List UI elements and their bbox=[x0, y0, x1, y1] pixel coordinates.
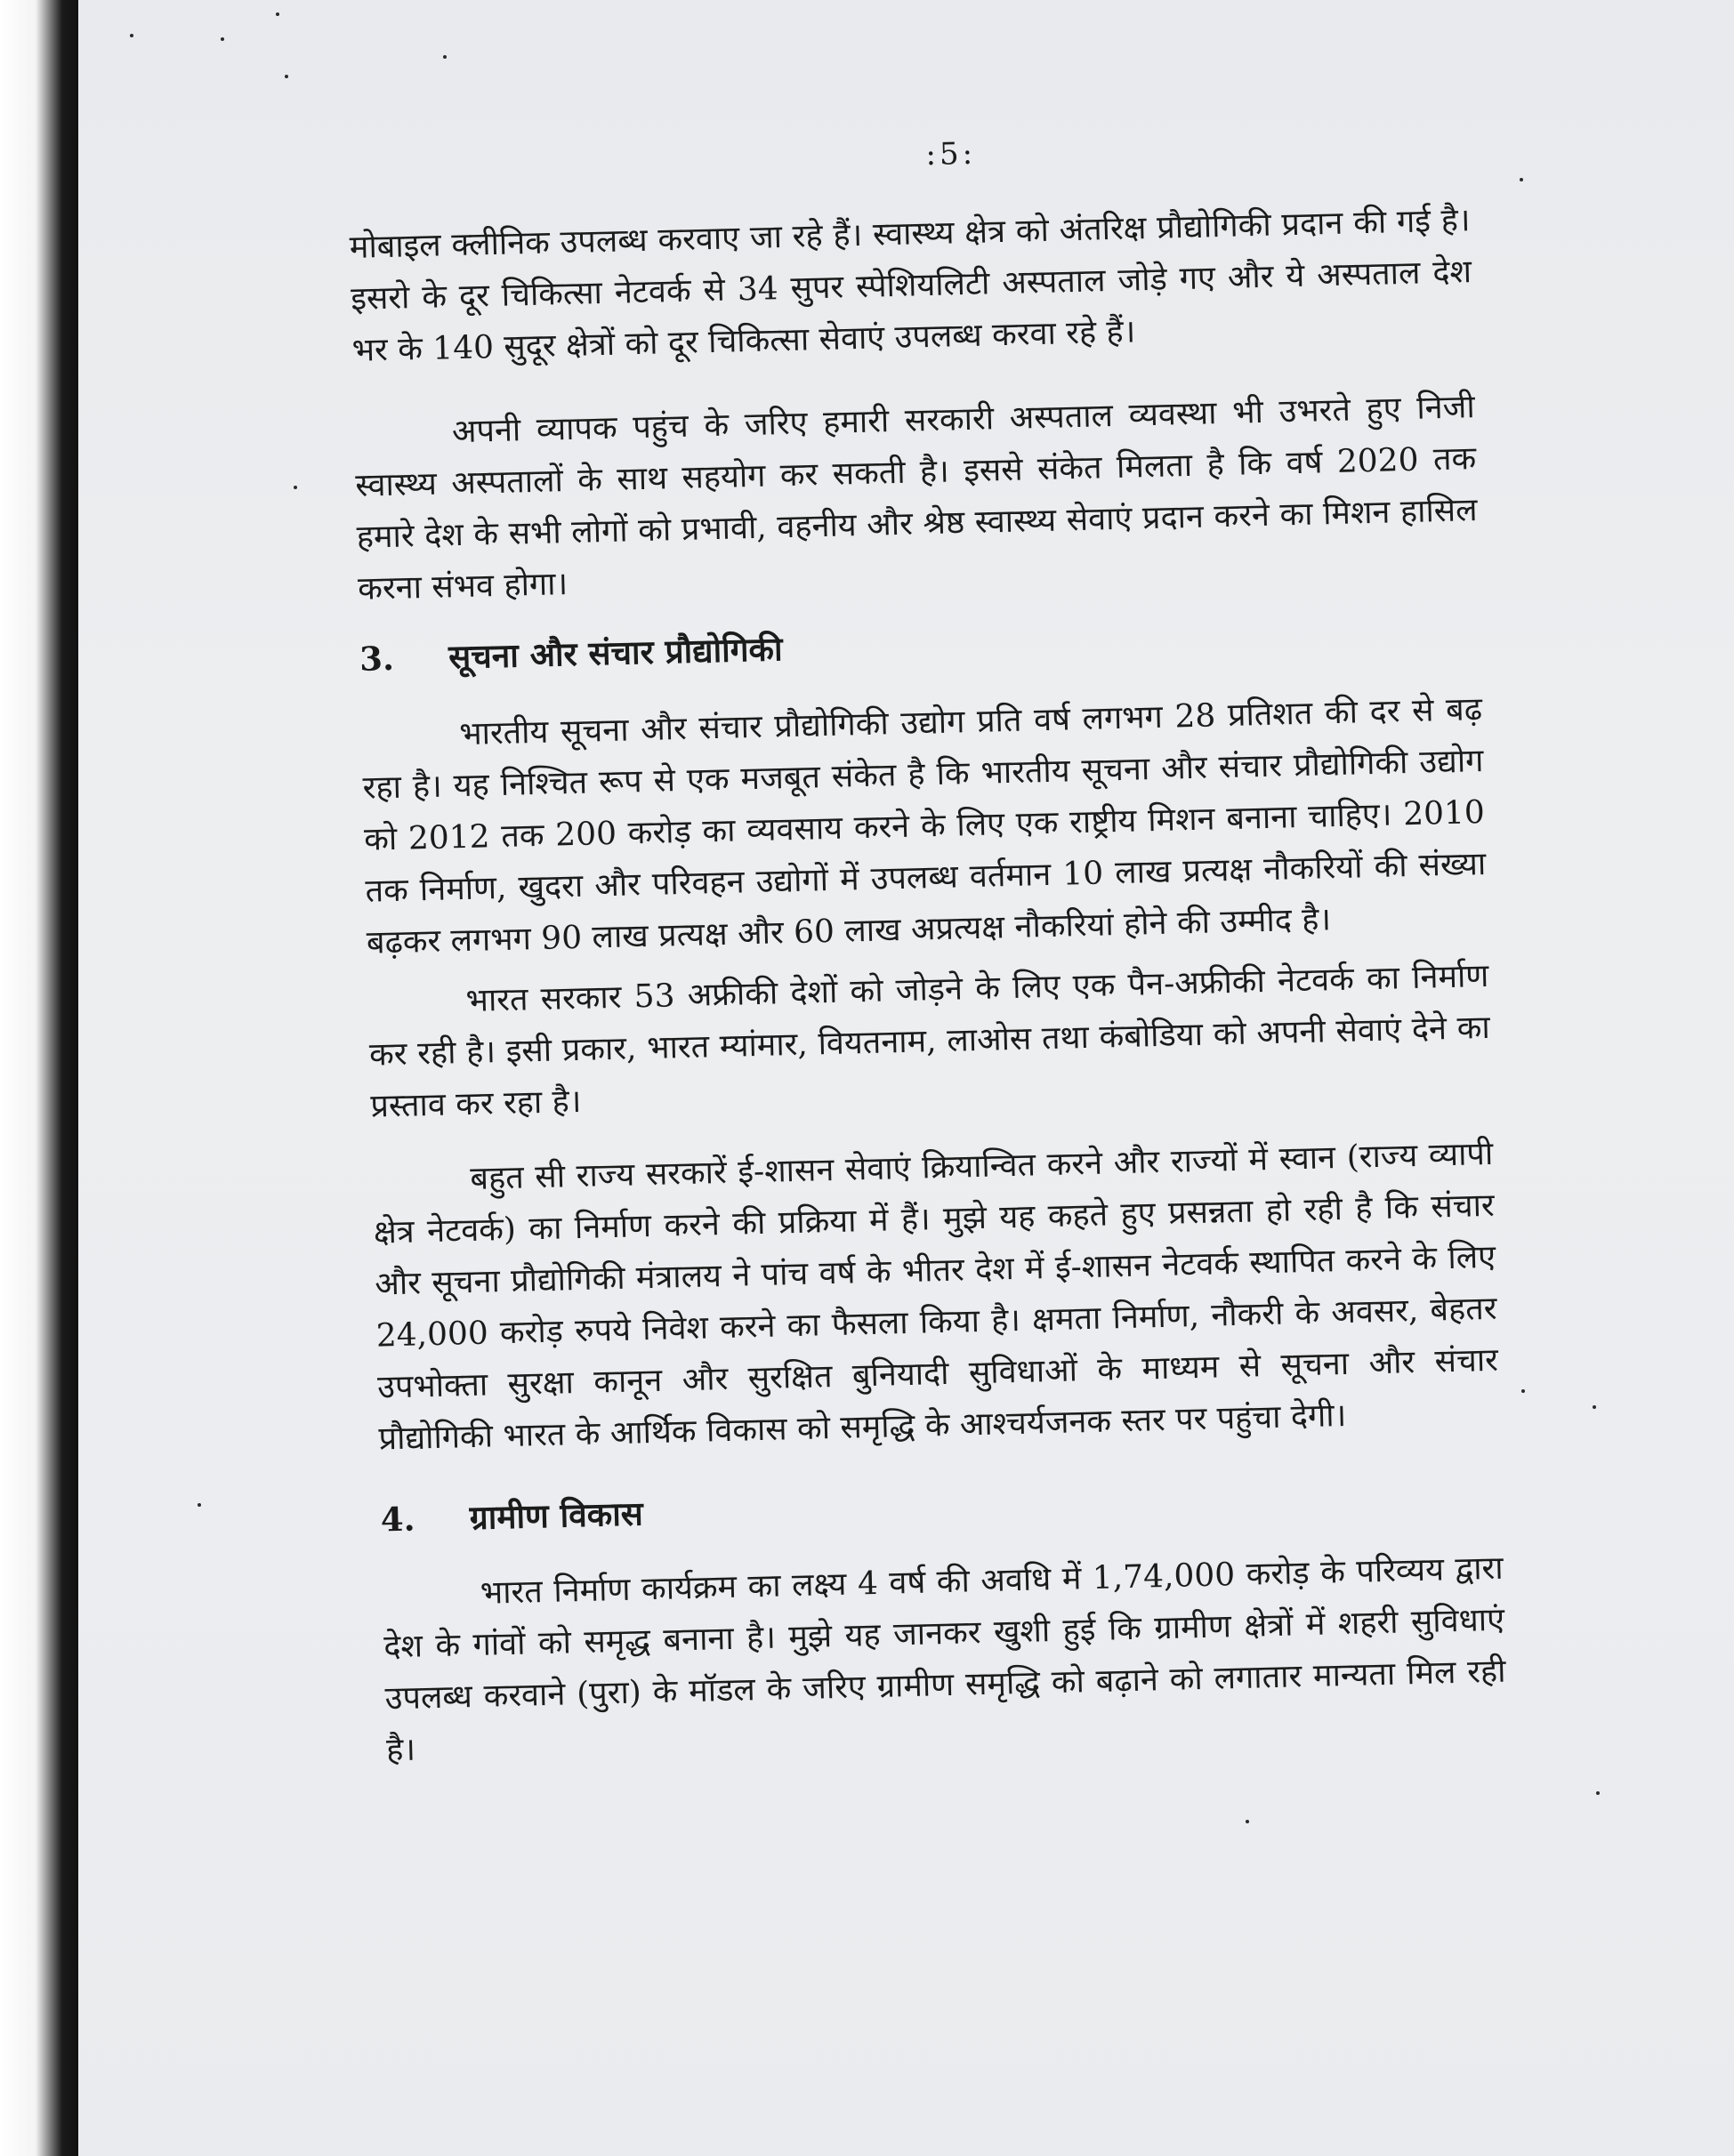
section-number: 4. bbox=[380, 1499, 416, 1540]
section-title: सूचना और संचार प्रौद्योगिकी bbox=[448, 629, 784, 677]
paper-speck bbox=[130, 34, 133, 37]
paragraph: भारत सरकार 53 अफ्रीकी देशों को जोड़ने के लिए एक पैन-अफ्रीकी नेटवर्क का निर्माण कर रही है। इसी प्रकार, भारत म्यांमार, वियतनाम, लाओस तथा कंबोडिया को अपनी सेवाएं देने का प्रस्ताव कर रहा है। bbox=[368, 957, 1491, 1125]
section-number: 3. bbox=[359, 638, 395, 679]
page-number: :5: bbox=[925, 135, 977, 173]
paragraph: बहुत सी राज्य सरकारें ई-शासन सेवाएं क्रियान्वित करने और राज्यों में स्वान (राज्य व्यापी क्षेत्र नेटवर्क) का निर्माण करने की प्रक्रिया में हैं। मुझे यह कहते हुए प्रसन्नता हो रही है कि संचार और सूचना प्रौद्योगिकी मंत्रालय ने पांच वर्ष के भीतर देश में ई-शासन नेटवर्क स्थापित करने के लिए 24,000 करोड़ रुपये निवेश करने का फैसला किया है। क्षमता निर्माण, नौकरी के अवसर, बेहतर उपभोक्ता सुरक्षा कानून और सुरक्षित बुनियादी सुविधाओं के माध्यम से सूचना और संचार प्रौद्योगिकी भारत के आर्थिक विकास को समृद्धि के आश्चर्यजनक स्तर पर पहुंचा देगी। bbox=[373, 1135, 1499, 1458]
paper-speck bbox=[1593, 1405, 1596, 1409]
section-title: ग्रामीण विकास bbox=[469, 1493, 644, 1538]
paper-speck bbox=[198, 1503, 201, 1507]
paragraph: मोबाइल क्लीनिक उपलब्ध करवाए जा रहे हैं। स्वास्थ्य क्षेत्र को अंतरिक्ष प्रौद्योगिकी प्रदान की गई है। इसरो के दूर चिकित्सा नेटवर्क से 34 सुपर स्पेशियलिटी अस्पताल जोड़े गए और ये अस्पताल देश भर के 140 सुदूर क्षेत्रों को दूर चिकित्सा सेवाएं उपलब्ध करवा रहे हैं। bbox=[349, 202, 1472, 369]
paper-speck bbox=[276, 12, 279, 16]
paragraph: अपनी व्यापक पहुंच के जरिए हमारी सरकारी अस्पताल व्यवस्था भी उभरते हुए निजी स्वास्थ्य अस्पतालों के साथ सहयोग कर सकती है। इससे संकेत मिलता है कि वर्ष 2020 तक हमारे देश के सभी लोगों को प्रभावी, वहनीय और श्रेष्ठ स्वास्थ्य सेवाएं प्रदान करने का मिशन हासिल करना संभव होगा। bbox=[354, 389, 1478, 607]
paper-speck bbox=[285, 75, 288, 78]
paper-speck bbox=[1596, 1791, 1600, 1795]
paper-speck bbox=[443, 55, 447, 59]
paper-speck bbox=[294, 486, 297, 489]
paper-speck bbox=[1246, 1820, 1249, 1823]
paper-speck bbox=[221, 37, 224, 41]
paper-speck bbox=[1521, 1389, 1525, 1393]
paragraph: भारतीय सूचना और संचार प्रौद्योगिकी उद्योग प्रति वर्ष लगभग 28 प्रतिशत की दर से बढ़ रहा है। यह निश्चित रूप से एक मजबूत संकेत है कि भारतीय सूचना और संचार प्रौद्योगिकी उद्योग को 2012 तक 200 करोड़ का व्यवसाय करने के लिए एक राष्ट्रीय मिशन बनाना चाहिए। 2010 तक निर्माण, खुदरा और परिवहन उद्योगों में उपलब्ध वर्तमान 10 लाख प्रत्यक्ष नौकरियों की संख्या बढ़कर लगभग 90 लाख प्रत्यक्ष और 60 लाख अप्रत्यक्ष नौकरियां होने की उम्मीद है। bbox=[362, 691, 1487, 961]
paragraph: भारत निर्माण कार्यक्रम का लक्ष्य 4 वर्ष की अवधि में 1,74,000 करोड़ के परिव्यय द्वारा देश के गांवों को समृद्ध बनाना है। मुझे यह जानकर खुशी हुई कि ग्रामीण क्षेत्रों में शहरी सुविधाएं उपलब्ध करवाने (पुरा) के मॉडल के जरिए ग्रामीण समृद्धि को बढ़ाने को लगातार मान्यता मिल रही है। bbox=[383, 1549, 1506, 1769]
paper-speck bbox=[1520, 178, 1523, 181]
scanner-shadow bbox=[0, 0, 82, 2156]
